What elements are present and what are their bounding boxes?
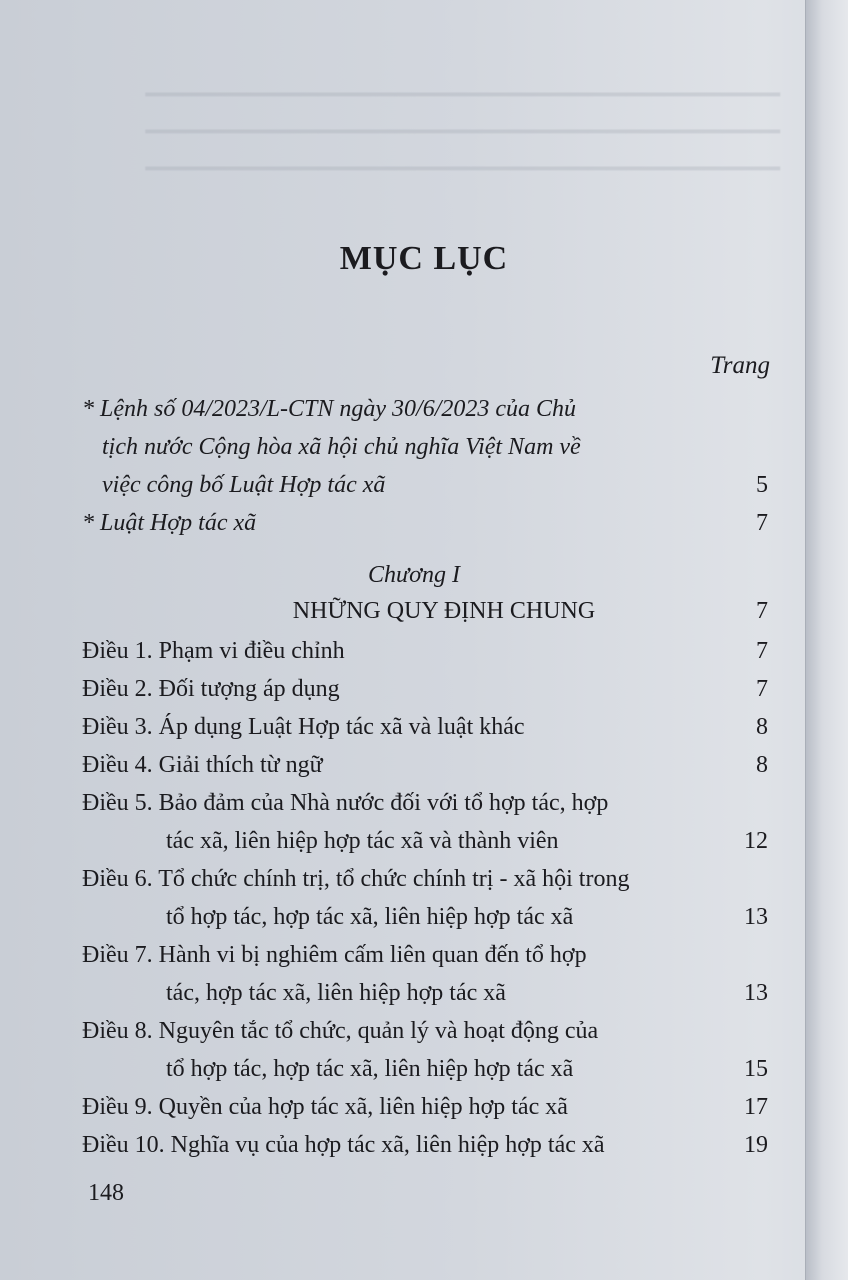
entry-line: tịch nước Cộng hòa xã hội chủ nghĩa Việt Nam về	[102, 434, 581, 460]
folio-page-number: 148	[88, 1180, 124, 1206]
entry-line: Điều 7. Hành vi bị nghiêm cấm liên quan đến tổ hợp	[82, 942, 587, 968]
chapter-label: Chương I	[368, 562, 460, 588]
entry-line: việc công bố Luật Hợp tác xã	[102, 472, 386, 498]
page-number: 13	[744, 904, 768, 930]
chapter-title: NHỮNG QUY ĐỊNH CHUNG	[292, 598, 596, 624]
page-number: 7	[756, 638, 768, 664]
entry-line: Điều 2. Đối tượng áp dụng	[82, 676, 340, 702]
entry-line: tác, hợp tác xã, liên hiệp hợp tác xã	[166, 980, 506, 1006]
entry-line: Điều 1. Phạm vi điều chỉnh	[82, 638, 345, 664]
entry-line: tác xã, liên hiệp hợp tác xã và thành viên	[166, 828, 559, 854]
page-number: 8	[756, 752, 768, 778]
page-number: 17	[744, 1094, 768, 1120]
page-number: 12	[744, 828, 768, 854]
page-number: 7	[756, 598, 768, 624]
entry-line: Điều 6. Tổ chức chính trị, tổ chức chính trị - xã hội trong	[82, 866, 630, 892]
page-number: 7	[756, 676, 768, 702]
entry-line: tổ hợp tác, hợp tác xã, liên hiệp hợp tác xã	[166, 1056, 574, 1082]
entry-line: Điều 4. Giải thích từ ngữ	[82, 752, 323, 778]
page-number: 19	[744, 1132, 768, 1158]
entry-line: tổ hợp tác, hợp tác xã, liên hiệp hợp tác xã	[166, 904, 574, 930]
bleed-through-texture: ▔▔▔▔▔▔▔▔▔▔▔▔▔▔▔▔▔▔▔▔▔▔▔▔▔▔▔▔▔▔▔▔▔ ▔▔▔▔▔▔▔▔▔▔▔▔▔▔▔▔▔▔▔▔▔▔▔▔▔▔▔▔▔▔▔▔▔ ▔▔▔▔▔▔▔▔▔▔▔▔▔▔▔▔▔▔▔▔▔▔▔▔▔▔▔▔▔▔▔▔▔	[145, 95, 780, 196]
toc-title: MỤC LỤC	[339, 240, 509, 277]
page-number: 8	[756, 714, 768, 740]
page-number: 5	[756, 472, 768, 498]
entry-line: Điều 9. Quyền của hợp tác xã, liên hiệp hợp tác xã	[82, 1094, 568, 1120]
page-number: 13	[744, 980, 768, 1006]
page-column-label: Trang	[710, 352, 770, 379]
entry-line: Điều 8. Nguyên tắc tổ chức, quản lý và hoạt động của	[82, 1018, 599, 1044]
entry-line: Điều 3. Áp dụng Luật Hợp tác xã và luật khác	[82, 714, 525, 740]
entry-line: Điều 10. Nghĩa vụ của hợp tác xã, liên hiệp hợp tác xã	[82, 1132, 605, 1158]
entry-line: Điều 5. Bảo đảm của Nhà nước đối với tổ hợp tác, hợp	[82, 790, 609, 816]
entry-line: * Luật Hợp tác xã	[82, 510, 257, 536]
entry-line: * Lệnh số 04/2023/L-CTN ngày 30/6/2023 của Chủ	[82, 396, 577, 422]
page-edge	[805, 0, 848, 1280]
page-number: 7	[756, 510, 768, 536]
page-number: 15	[744, 1056, 768, 1082]
